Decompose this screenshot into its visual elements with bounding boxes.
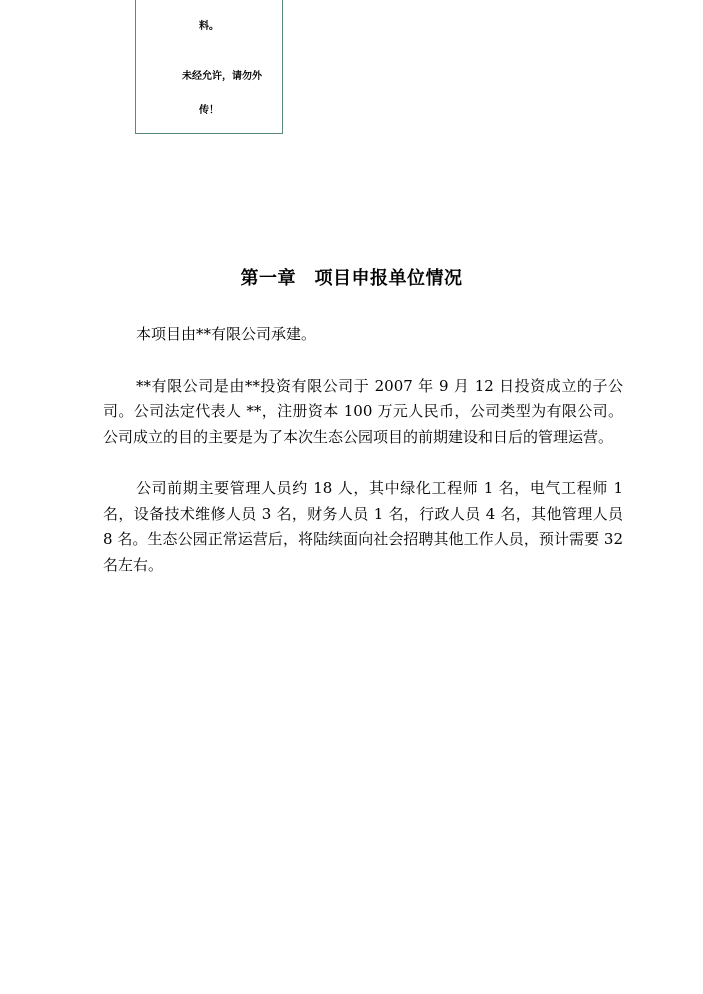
paragraph-intro: 本项目由**有限公司承建。 <box>136 325 317 343</box>
paragraph-staff: 公司前期主要管理人员约 18 人，其中绿化工程师 1 名，电气工程师 1 名，设备技术维修人员 3 名，财务人员 1 名，行政人员 4 名，其他管理人员 8 名。生态公园正常运营后，将陆续面向社会招聘其他工作人员，预计需要 32 名左右。 <box>103 479 623 574</box>
paragraph-company: **有限公司是由**投资有限公司于 2007 年 9 月 12 日投资成立的子公司。公司法定代表人 **，注册资本 100 万元人民币，公司类型为有限公司。公司成立的目的主要是为了本次生态公园项目的前期建设和日后的管理运营。 <box>103 376 623 446</box>
notice-box <box>135 0 283 134</box>
body-text <box>103 322 623 604</box>
notice-line-1: 料。 <box>199 21 219 32</box>
notice-line-2: 未经允许，请勿外 <box>182 71 262 82</box>
notice-line-3: 传！ <box>199 105 219 116</box>
chapter-title: 第一章 项目申报单位情况 <box>240 268 463 289</box>
